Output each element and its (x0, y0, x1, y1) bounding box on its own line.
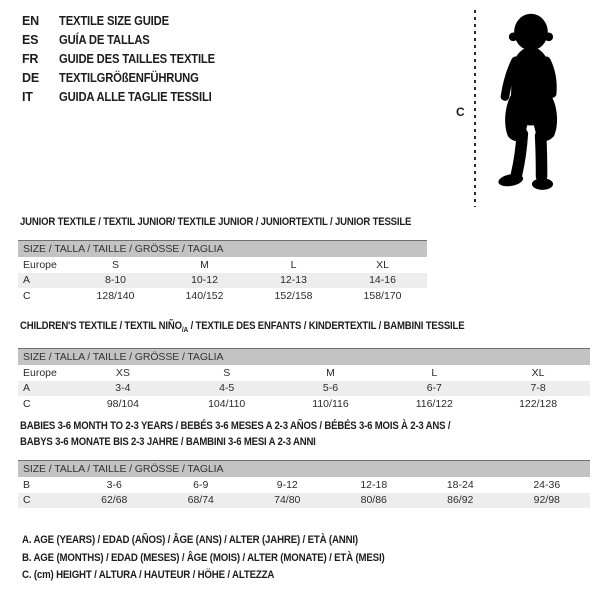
size-cell: 68/74 (187, 494, 214, 507)
size-cell: 3-6 (106, 478, 122, 491)
row-label: C (23, 494, 31, 507)
size-cell: 116/122 (415, 397, 453, 410)
size-cell: 24-36 (533, 478, 561, 491)
size-cell: 18-24 (446, 478, 474, 491)
size-cell: 74/80 (274, 494, 301, 507)
language-code: EN (22, 14, 39, 28)
size-cell: 6-9 (193, 478, 209, 491)
size-cell: 12-18 (360, 478, 388, 491)
size-cell: 12-13 (280, 274, 307, 287)
size-cell: S (223, 366, 231, 379)
size-cell: XL (376, 258, 389, 271)
section-title-text: BABYS 3-6 MONATE BIS 2-3 JAHRE / BAMBINI 3-6 MESI A 2-3 ANNI (20, 436, 316, 448)
table-row (18, 288, 427, 304)
language-row-en (22, 12, 232, 31)
row-label: Europe (23, 258, 57, 271)
baby-silhouette-icon (480, 7, 580, 211)
size-cell: 3-4 (115, 382, 131, 395)
size-header-band: SIZE / TALLA / TAILLE / GRÖSSE / TAGLIA (18, 460, 590, 477)
table-row (18, 477, 590, 493)
size-cell: 8-10 (104, 274, 126, 287)
table-row (18, 365, 590, 381)
junior-textile-section (18, 214, 427, 304)
language-title: GUÍA DE TALLAS (59, 33, 150, 47)
language-title: TEXTILE SIZE GUIDE (59, 14, 169, 28)
childrens-textile-section (18, 318, 590, 412)
row-label: A (23, 382, 31, 395)
section-title-text: BABIES 3-6 MONTH TO 2-3 YEARS / BEBÉS 3-6 MESES A 2-3 AÑOS / BÉBÉS 3-6 MOIS À 2-3 ANS / (20, 420, 451, 432)
section-title (20, 214, 412, 230)
legend-footnotes (22, 532, 434, 585)
language-title-list (22, 12, 232, 107)
size-cell: M (200, 258, 209, 271)
size-cell: 4-5 (219, 382, 235, 395)
size-cell: 10-12 (191, 274, 218, 287)
size-cell: XS (115, 366, 130, 379)
row-label: Europe (23, 366, 57, 379)
table-row (18, 396, 590, 412)
section-title-text: CHILDREN'S TEXTILE / TEXTIL $NIÑO_{/A}$ / TEXTILE DES ENFANTS / KINDERTEXTIL / BAMBINI TESSILE (20, 320, 465, 335)
size-cell: 128/140 (96, 289, 135, 302)
table-row (18, 273, 427, 289)
size-cell: S (111, 258, 119, 271)
footnote-age-months: B. AGE (MONTHS) / EDAD (MESES) / ÂGE (MOIS) / ALTER (MONATE) / ETÀ (MESI) (22, 551, 385, 564)
size-cell: 6-7 (426, 382, 442, 395)
footnote-age-years: A. AGE (YEARS) / EDAD (AÑOS) / ÂGE (ANS) / ALTER (JAHRE) / ETÀ (ANNI) (22, 534, 358, 546)
size-cell: 92/98 (533, 494, 560, 507)
size-cell: 86/92 (447, 494, 474, 507)
language-title: GUIDA ALLE TAGLIE TESSILI (59, 90, 212, 104)
language-code: ES (22, 33, 39, 47)
size-cell: 140/152 (185, 289, 224, 302)
language-title: GUIDE DES TAILLES TEXTILE (59, 52, 215, 66)
row-label: A (23, 274, 31, 287)
baby-figure (455, 5, 585, 213)
language-title: TEXTILGRÖßENFÜHRUNG (59, 71, 199, 85)
size-cell: 158/170 (363, 289, 402, 302)
babies-textile-section (18, 418, 590, 508)
table-row (18, 493, 590, 509)
size-cell: 9-12 (276, 478, 298, 491)
section-title (20, 418, 516, 450)
size-cell: 5-6 (322, 382, 339, 395)
size-cell: 80/86 (360, 494, 387, 507)
height-measure-label: C (456, 105, 465, 119)
section-title (20, 318, 516, 338)
size-cell: 14-16 (369, 274, 396, 287)
size-cell: 152/158 (274, 289, 313, 302)
language-row-it (22, 88, 232, 107)
height-measure-dashed-line (474, 10, 476, 207)
size-cell: 122/128 (519, 397, 558, 410)
row-label: C (23, 289, 31, 302)
table-row (18, 381, 590, 397)
language-row-fr (22, 50, 232, 69)
size-cell: L (290, 258, 297, 271)
footnote-height-cm: C. (cm) HEIGHT / ALTURA / HAUTEUR / HÖHE / ALTEZZA (22, 569, 275, 581)
language-code: DE (22, 71, 39, 85)
size-header-band: SIZE / TALLA / TAILLE / GRÖSSE / TAGLIA (18, 348, 590, 365)
section-title-text: JUNIOR TEXTILE / TEXTIL JUNIOR/ TEXTILE JUNIOR / JUNIORTEXTIL / JUNIOR TESSILE (20, 216, 412, 228)
size-cell: XL (531, 366, 545, 379)
row-label: C (23, 397, 31, 410)
size-header-band: SIZE / TALLA / TAILLE / GRÖSSE / TAGLIA (18, 240, 427, 257)
size-cell: 62/68 (101, 494, 128, 507)
language-row-de (22, 69, 232, 88)
size-cell: 104/110 (208, 397, 246, 410)
table-row (18, 257, 427, 273)
row-label: B (23, 478, 31, 491)
language-code: IT (22, 90, 33, 104)
size-table (18, 257, 427, 304)
size-cell: M (326, 366, 335, 379)
size-cell: 7-8 (530, 382, 546, 395)
size-cell: 98/104 (106, 397, 139, 410)
size-table (18, 477, 590, 508)
language-row-es (22, 31, 232, 50)
size-table (18, 365, 590, 412)
size-cell: 110/116 (312, 397, 349, 410)
size-cell: L (431, 366, 438, 379)
language-code: FR (22, 52, 39, 66)
